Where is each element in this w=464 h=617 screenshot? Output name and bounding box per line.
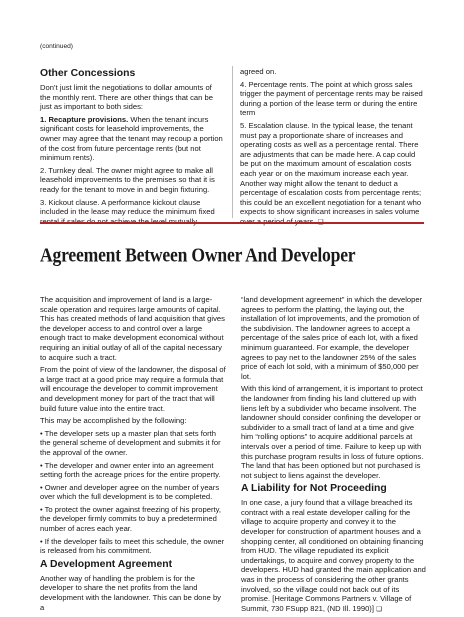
column-separator (232, 66, 233, 218)
agreement-right-paragraph-1: “land development agreement” in which the developer agrees to perform the platting, the laying out, the installation of lot improvements, and the promotion of the subdivision. The landowner agrees to accept a percentage of the sales price of each lot, with a fixed minimum guaranteed. For example, the developer agrees to pay net to the landowner 25% of the sales price of each lot sold, with a minimum of $50,000 per lot. (241, 295, 423, 381)
continued-label: (continued) (40, 43, 73, 50)
agreement-paragraph-3: This may be accomplished by the following: (40, 416, 187, 426)
section-divider (40, 222, 424, 224)
article-title: Agreement Between Owner And Developer (40, 243, 356, 266)
agreement-bullet-4: • To protect the owner against freezing of his property, the developer firmly commits to buy a predetermined number of acres each year. (40, 504, 221, 534)
liability-paragraph (241, 498, 427, 614)
agreement-right-column (241, 295, 427, 617)
concession-item-3-cont: agreed on. (240, 67, 277, 76)
agreement-right-paragraph-2: With this kind of arrangement, it is important to protect the landowner from finding his land cluttered up with liens left by a subdivider who became insolvent. The landowner should consider confining the developer or subdivider to a small tract of land at a time and give him “rolling options” to acquire additional parcels at intervals over a period of time. Failure to keep up with this purchase program results in loss of future options. The land that has been optioned but not purchased is not subject to liens against the developer. (241, 384, 424, 480)
agreement-left-column (40, 295, 226, 615)
agreement-bullet-5: • If the developer fails to meet this schedule, the owner is released from his commitment. (40, 536, 225, 556)
agreement-bullet-1: • The developer sets up a master plan that sets forth the general scheme of development and submits it for the approval of the owner. (40, 428, 221, 457)
concessions-left-column (40, 68, 224, 229)
concessions-right-column (240, 67, 424, 231)
agreement-bullet-3: • Owner and developer agree on the number of years over which the full development is to be completed. (40, 482, 220, 502)
liability-paragraph-text: In one case, a jury found that a village breached its contract with a real estate developer calling for the village to acquire property and convey it to the developer for construction of apartment houses and a shopping center, all conditioned on obtaining financing from HUD. The village repudiated its explicit undertakings, to acquire and convey property to the developers. HUD had granted the main application and was in the process of considering the other grants involved, so the village could not back out of its promise. [Heritage Commons Partners v. Village of Summit, 730 FSupp 821, (ND Ill. 1990)] (241, 498, 426, 613)
development-agreement-paragraph: Another way of handling the problem is for the developer to share the net profits from the land development with the landowner. This can be done by a (40, 573, 221, 612)
agreement-paragraph-1: The acquisition and improvement of land is a large-scale operation and requires large amounts of capital. This has created methods of land acquisition that gives the developer access to and control over a large enough tract to make development economical without requiring an initial outlay of all of the capital necessary to acquire such a tract. (40, 295, 225, 362)
concessions-intro: Don’t just limit the negotiations to dollar amounts of the monthly rent. There are other things that can be just as important to both sides: (40, 83, 213, 112)
agreement-bullet-2: • The developer and owner enter into an agreement setting forth the acreage prices for the entire property. (40, 460, 221, 480)
liability-heading: A Liability for Not Proceeding (241, 483, 387, 495)
concession-item-2: 2. Turnkey deal. The owner might agree to make all leasehold improvements to the premises so that it is ready for the tenant to move in and begin fixturing. (40, 165, 215, 194)
concession-item-1-text: When the tenant incurs significant costs for leasehold improvements, the owner may agree that the tenant may recoup a portion of the cost from future percentage rents (but not minimum rents). (40, 114, 223, 163)
end-mark-icon: ❑ (376, 605, 382, 613)
concession-item-5-text: 5. Escalation clause. In the typical lease, the tenant must pay a proportionate share of increases and operating costs as well as a percentage rental. There are adjustments that can be made here. A cap could be put on the maximum amount of escalation costs each year or on the maximum increase each year. Another way might allow the tenant to deduct a percentage of escalation costs from percentage rents; this could be an excellent negotiation for a tenant who expects to show significant increases in sales volume (240, 120, 422, 217)
concession-item-1-lead: 1. Recapture provisions. (40, 114, 129, 124)
concession-item-5 (240, 121, 424, 228)
development-agreement-heading: A Development Agreement (40, 558, 173, 570)
concessions-heading: Other Concessions (40, 68, 136, 79)
concession-item-1 (40, 115, 224, 163)
agreement-paragraph-2: From the point of view of the landowner, the disposal of a large tract at a good price may require a formula that will encourage the developer to commit improvement and development money for part of the tract that will build future value into the entire tract. (40, 365, 226, 413)
concession-item-3: 3. Kickout clause. A performance kickout clause included in the lease may reduce the minimum fixed (40, 197, 215, 217)
concession-item-4: 4. Percentage rents. The point at which gross sales trigger the payment of percentage rents may be raised during a portion of the lease term or during the entire term (240, 79, 423, 118)
